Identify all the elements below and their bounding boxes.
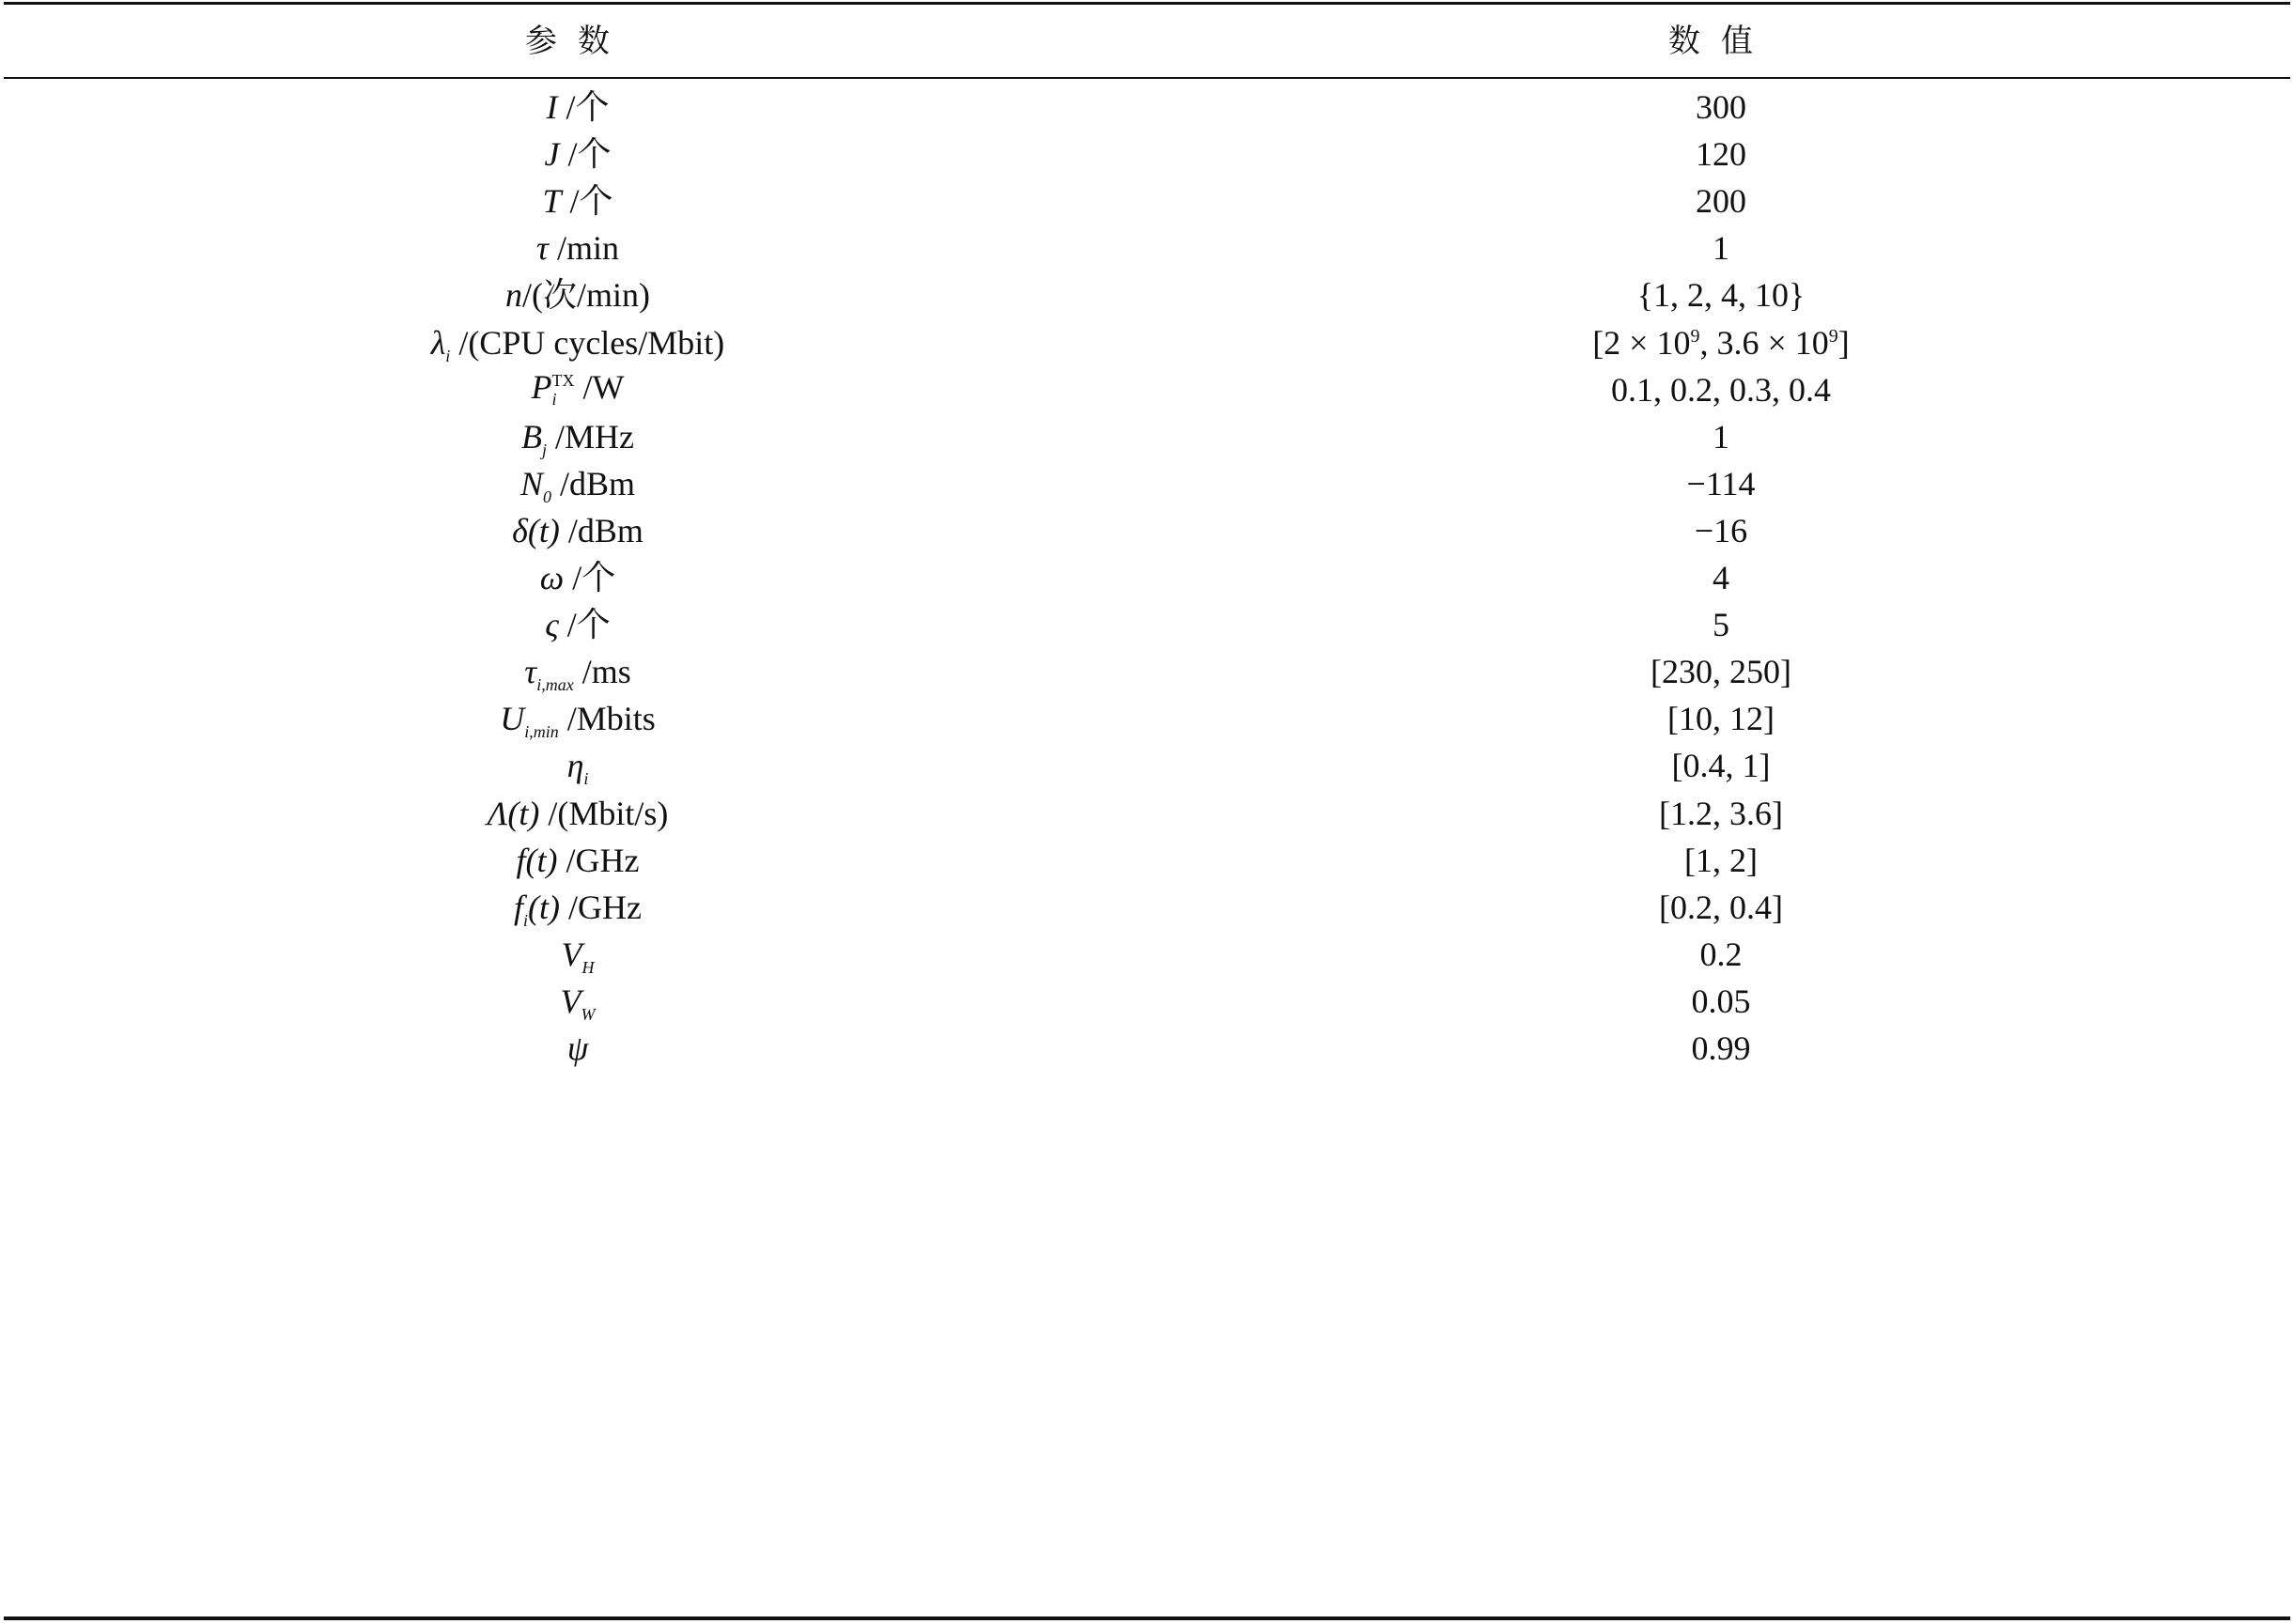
value-exponent: 9 bbox=[1690, 325, 1700, 347]
param-cell bbox=[4, 1031, 1152, 1065]
value-cell: 4 bbox=[1713, 559, 1729, 596]
param-subscript: 0 bbox=[543, 487, 551, 506]
value-cell: [1, 2] bbox=[1684, 841, 1758, 879]
value-cell: 300 bbox=[1696, 88, 1746, 126]
param-subscript: i bbox=[523, 910, 529, 930]
param-unit: /ms bbox=[573, 653, 631, 691]
param-symbol: $f_i$ bbox=[514, 888, 529, 930]
param-symbol: $V_W$ bbox=[560, 982, 596, 1025]
header-value: 数值 bbox=[1668, 23, 1774, 60]
param-unit: /dBm bbox=[559, 511, 643, 549]
param-symbol: Λ bbox=[487, 794, 508, 832]
value-cell: 200 bbox=[1696, 182, 1746, 221]
param-unit: /个 bbox=[559, 135, 612, 174]
param-unit: /min bbox=[548, 229, 619, 268]
param-symbol: $\tau_{i,max}$ bbox=[524, 653, 574, 695]
param-symbol: T bbox=[542, 182, 562, 221]
value-cell: −16 bbox=[1694, 511, 1748, 549]
param-unit: /(CPU cycles/Mbit) bbox=[450, 323, 725, 362]
param-subscript: H bbox=[581, 957, 595, 977]
param-unit: /GHz bbox=[557, 841, 640, 879]
param-unit: /(次/min) bbox=[522, 276, 650, 315]
param-symbol: I bbox=[546, 88, 558, 126]
param-symbol: δ bbox=[512, 511, 528, 549]
value-cell: [0.4, 1] bbox=[1671, 747, 1771, 785]
value-text: , 3.6 × 10 bbox=[1699, 323, 1829, 362]
param-symbol: $B_j$ bbox=[520, 417, 547, 459]
parameter-table bbox=[4, 0, 2290, 1624]
param-symbol: $N_0$ bbox=[519, 464, 551, 506]
param-subscript: i,max bbox=[536, 675, 574, 695]
param-subscript: W bbox=[581, 1005, 596, 1025]
param-symbol: ω bbox=[539, 559, 565, 596]
param-symbol: f bbox=[516, 841, 526, 879]
param-unit: /个 bbox=[558, 606, 611, 644]
table-header-row bbox=[4, 5, 2290, 78]
param-unit: /dBm bbox=[551, 464, 636, 503]
param-unit: /W bbox=[574, 367, 625, 406]
param-unit: /个 bbox=[564, 559, 616, 596]
param-unit: /MHz bbox=[547, 417, 634, 456]
value-cell: [230, 250] bbox=[1651, 653, 1791, 691]
param-unit: /Mbits bbox=[558, 700, 656, 738]
param-argument: (t) bbox=[527, 511, 560, 549]
value-cell: 0.05 bbox=[1691, 982, 1751, 1020]
param-symbol: ς bbox=[545, 606, 559, 644]
value-cell: −114 bbox=[1686, 464, 1756, 503]
param-subscript: j bbox=[541, 440, 547, 459]
param-subscript: i bbox=[445, 346, 451, 365]
value-cell: 1 bbox=[1713, 229, 1729, 268]
param-argument: (t) bbox=[528, 888, 561, 926]
value-cell: 120 bbox=[1696, 135, 1746, 174]
param-superscript: TX bbox=[551, 371, 575, 391]
param-subscript: i,min bbox=[524, 722, 559, 742]
param-unit: /个 bbox=[557, 88, 610, 126]
value-text: ] bbox=[1837, 323, 1850, 362]
param-argument: (t) bbox=[525, 841, 558, 879]
header-param: 参数 bbox=[525, 23, 630, 60]
param-symbol: τ bbox=[536, 229, 549, 268]
value-cell: 5 bbox=[1713, 606, 1729, 644]
param-argument: (t) bbox=[507, 794, 540, 832]
table-row bbox=[4, 1012, 2290, 1085]
table-bottom-rule bbox=[4, 1616, 2290, 1620]
value-cell: [0.2, 0.4] bbox=[1659, 888, 1783, 926]
param-symbol: $U_{i,min}$ bbox=[500, 700, 559, 742]
param-symbol: P TX i bbox=[531, 367, 575, 410]
value-cell: [1.2, 3.6] bbox=[1659, 794, 1783, 832]
param-symbol: J bbox=[544, 135, 560, 174]
param-unit: /GHz bbox=[560, 888, 642, 926]
param-unit: /个 bbox=[561, 182, 613, 221]
param-subscript: i bbox=[551, 390, 557, 410]
param-symbol: $\eta_i$ bbox=[566, 747, 589, 789]
param-symbol: $\lambda_i$ bbox=[430, 323, 451, 365]
param-symbol: n bbox=[505, 276, 522, 315]
param-unit: /(Mbit/s) bbox=[539, 794, 669, 832]
value-cell: 0.2 bbox=[1699, 935, 1743, 973]
param-symbol: $V_H$ bbox=[561, 935, 595, 977]
value-cell: 0.99 bbox=[1691, 1029, 1751, 1067]
value-exponent: 9 bbox=[1828, 325, 1838, 347]
value-cell: [10, 12] bbox=[1667, 700, 1775, 738]
value-cell: {1, 2, 4, 10} bbox=[1636, 276, 1806, 315]
value-cell: 1 bbox=[1713, 417, 1729, 456]
value-cell: 0.1, 0.2, 0.3, 0.4 bbox=[1611, 370, 1831, 409]
param-symbol: ψ bbox=[566, 1029, 589, 1067]
value-text: [2 × 10 bbox=[1592, 323, 1691, 362]
param-subscript: i bbox=[583, 769, 589, 789]
